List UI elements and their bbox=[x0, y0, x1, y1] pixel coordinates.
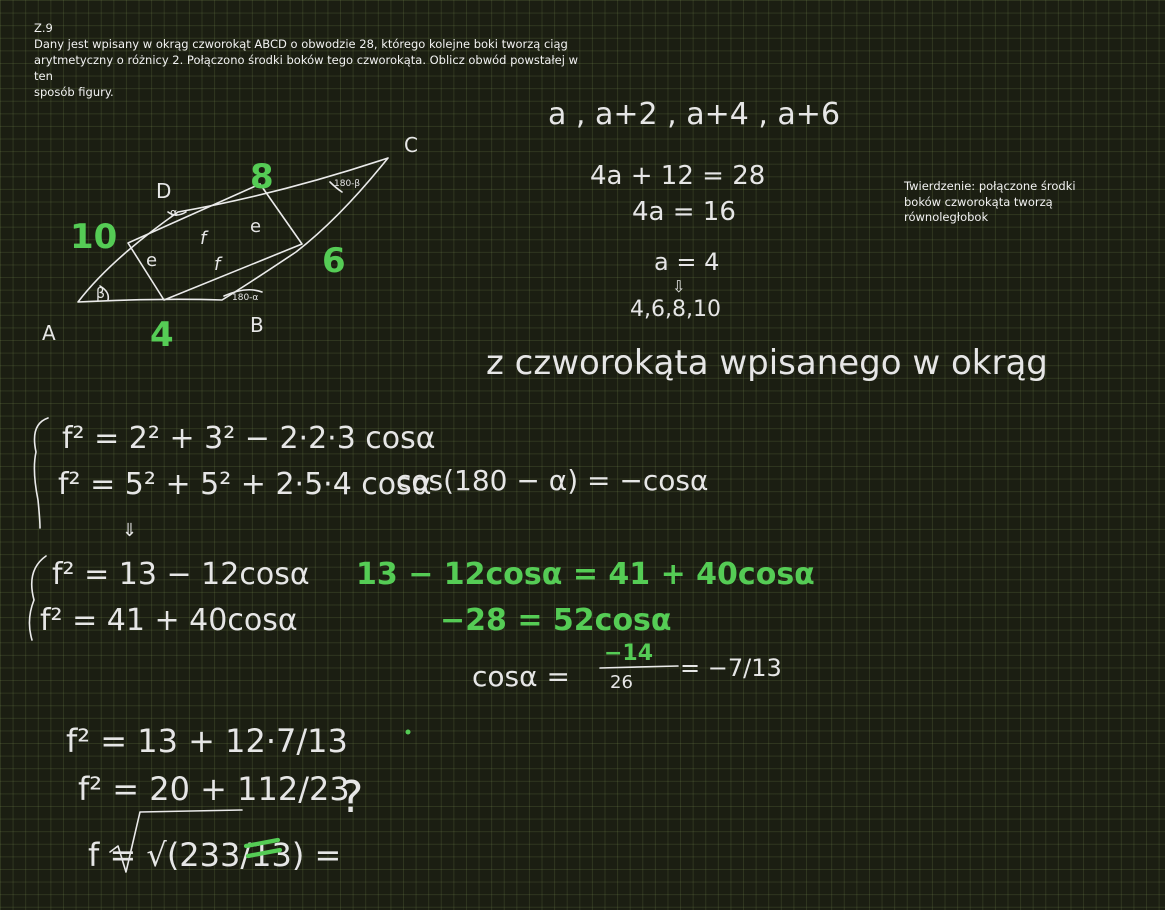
green-dot bbox=[406, 730, 411, 735]
system-eq-4: f² = 41 + 40cosα bbox=[40, 603, 298, 638]
angle-beta-label: β bbox=[96, 286, 105, 302]
question-mark: ? bbox=[340, 772, 364, 823]
equation-2: 4a = 16 bbox=[632, 197, 736, 227]
cos-solution bbox=[356, 557, 815, 693]
segment-f-bottom: f bbox=[214, 254, 221, 275]
sequence-work bbox=[486, 97, 1048, 383]
vertex-d-label: D bbox=[156, 179, 172, 203]
side-right-length: 6 bbox=[322, 241, 346, 281]
sequence-terms: a , a+2 , a+4 , a+6 bbox=[548, 97, 841, 132]
angle-180-alpha-label: 180-α bbox=[232, 293, 259, 303]
cos-equation-2: −28 = 52cosα bbox=[440, 603, 672, 638]
theorem-line-3: równoległobok bbox=[904, 210, 989, 224]
vertex-b-label: B bbox=[250, 313, 264, 337]
implies-arrow: ⇩ bbox=[672, 277, 686, 296]
system-eq-3: f² = 13 − 12cosα bbox=[52, 557, 310, 592]
cos-fraction-result: = −7/13 bbox=[680, 654, 782, 682]
f-step-1: f² = 13 + 12·7/13 bbox=[66, 722, 348, 760]
section-title: z czworokąta wpisanego w okrąg bbox=[486, 343, 1048, 383]
cos-result-label: cosα = bbox=[472, 660, 570, 693]
system-brace-1 bbox=[34, 418, 48, 528]
side-bottom-length: 4 bbox=[150, 315, 174, 355]
system-eq-2: f² = 5² + 5² + 2·5·4 cosα bbox=[58, 467, 432, 502]
f-step-3: f = √(233/13) = bbox=[88, 836, 342, 874]
equation-3: a = 4 bbox=[654, 248, 720, 276]
segment-e-top: e bbox=[250, 216, 262, 237]
angle-180-beta-label: 180-β bbox=[334, 179, 361, 189]
problem-line-3: sposób figury. bbox=[34, 85, 114, 99]
theorem-line-2: boków czworokąta tworzą bbox=[904, 194, 1053, 209]
cos-identity: cos(180 − α) = −cosα bbox=[396, 464, 709, 497]
system-eq-1: f² = 2² + 3² − 2·2·3 cosα bbox=[62, 421, 436, 456]
segment-f-top: f bbox=[200, 228, 207, 249]
problem-number: Z.9 bbox=[34, 21, 53, 35]
equation-1: 4a + 12 = 28 bbox=[590, 161, 766, 191]
f-step-2: f² = 20 + 112/23 bbox=[78, 770, 350, 808]
vertex-c-label: C bbox=[404, 133, 418, 157]
problem-line-2: arytmetyczny o różnicy 2. Połączono środki boków tego czworokąta. Oblicz obwód powstałej w ten bbox=[34, 53, 579, 83]
side-left-length: 10 bbox=[70, 217, 118, 257]
equation-4: 4,6,8,10 bbox=[630, 297, 721, 322]
problem-line-1: Dany jest wpisany w okrąg czworokąt ABCD o obwodzie 28, którego kolejne boki tworzą ciąg bbox=[34, 37, 568, 51]
cos-equation-1: 13 − 12cosα = 41 + 40cosα bbox=[356, 557, 815, 592]
cos-fraction-den: 26 bbox=[610, 672, 633, 693]
quadrilateral-figure bbox=[42, 133, 418, 355]
vertex-a-label: A bbox=[42, 321, 56, 345]
theorem-line-1: Twierdzenie: połączone środki bbox=[904, 179, 1076, 193]
side-top-length: 8 bbox=[250, 157, 274, 197]
angle-d-label: α bbox=[170, 206, 178, 219]
cos-fraction-bar bbox=[600, 666, 678, 668]
f-computation bbox=[66, 722, 411, 874]
cos-fraction-num: −14 bbox=[604, 641, 654, 666]
midpoint-parallelogram bbox=[128, 184, 302, 300]
segment-e-bottom: e bbox=[146, 250, 158, 271]
system-implies-arrow: ⇓ bbox=[122, 520, 138, 541]
